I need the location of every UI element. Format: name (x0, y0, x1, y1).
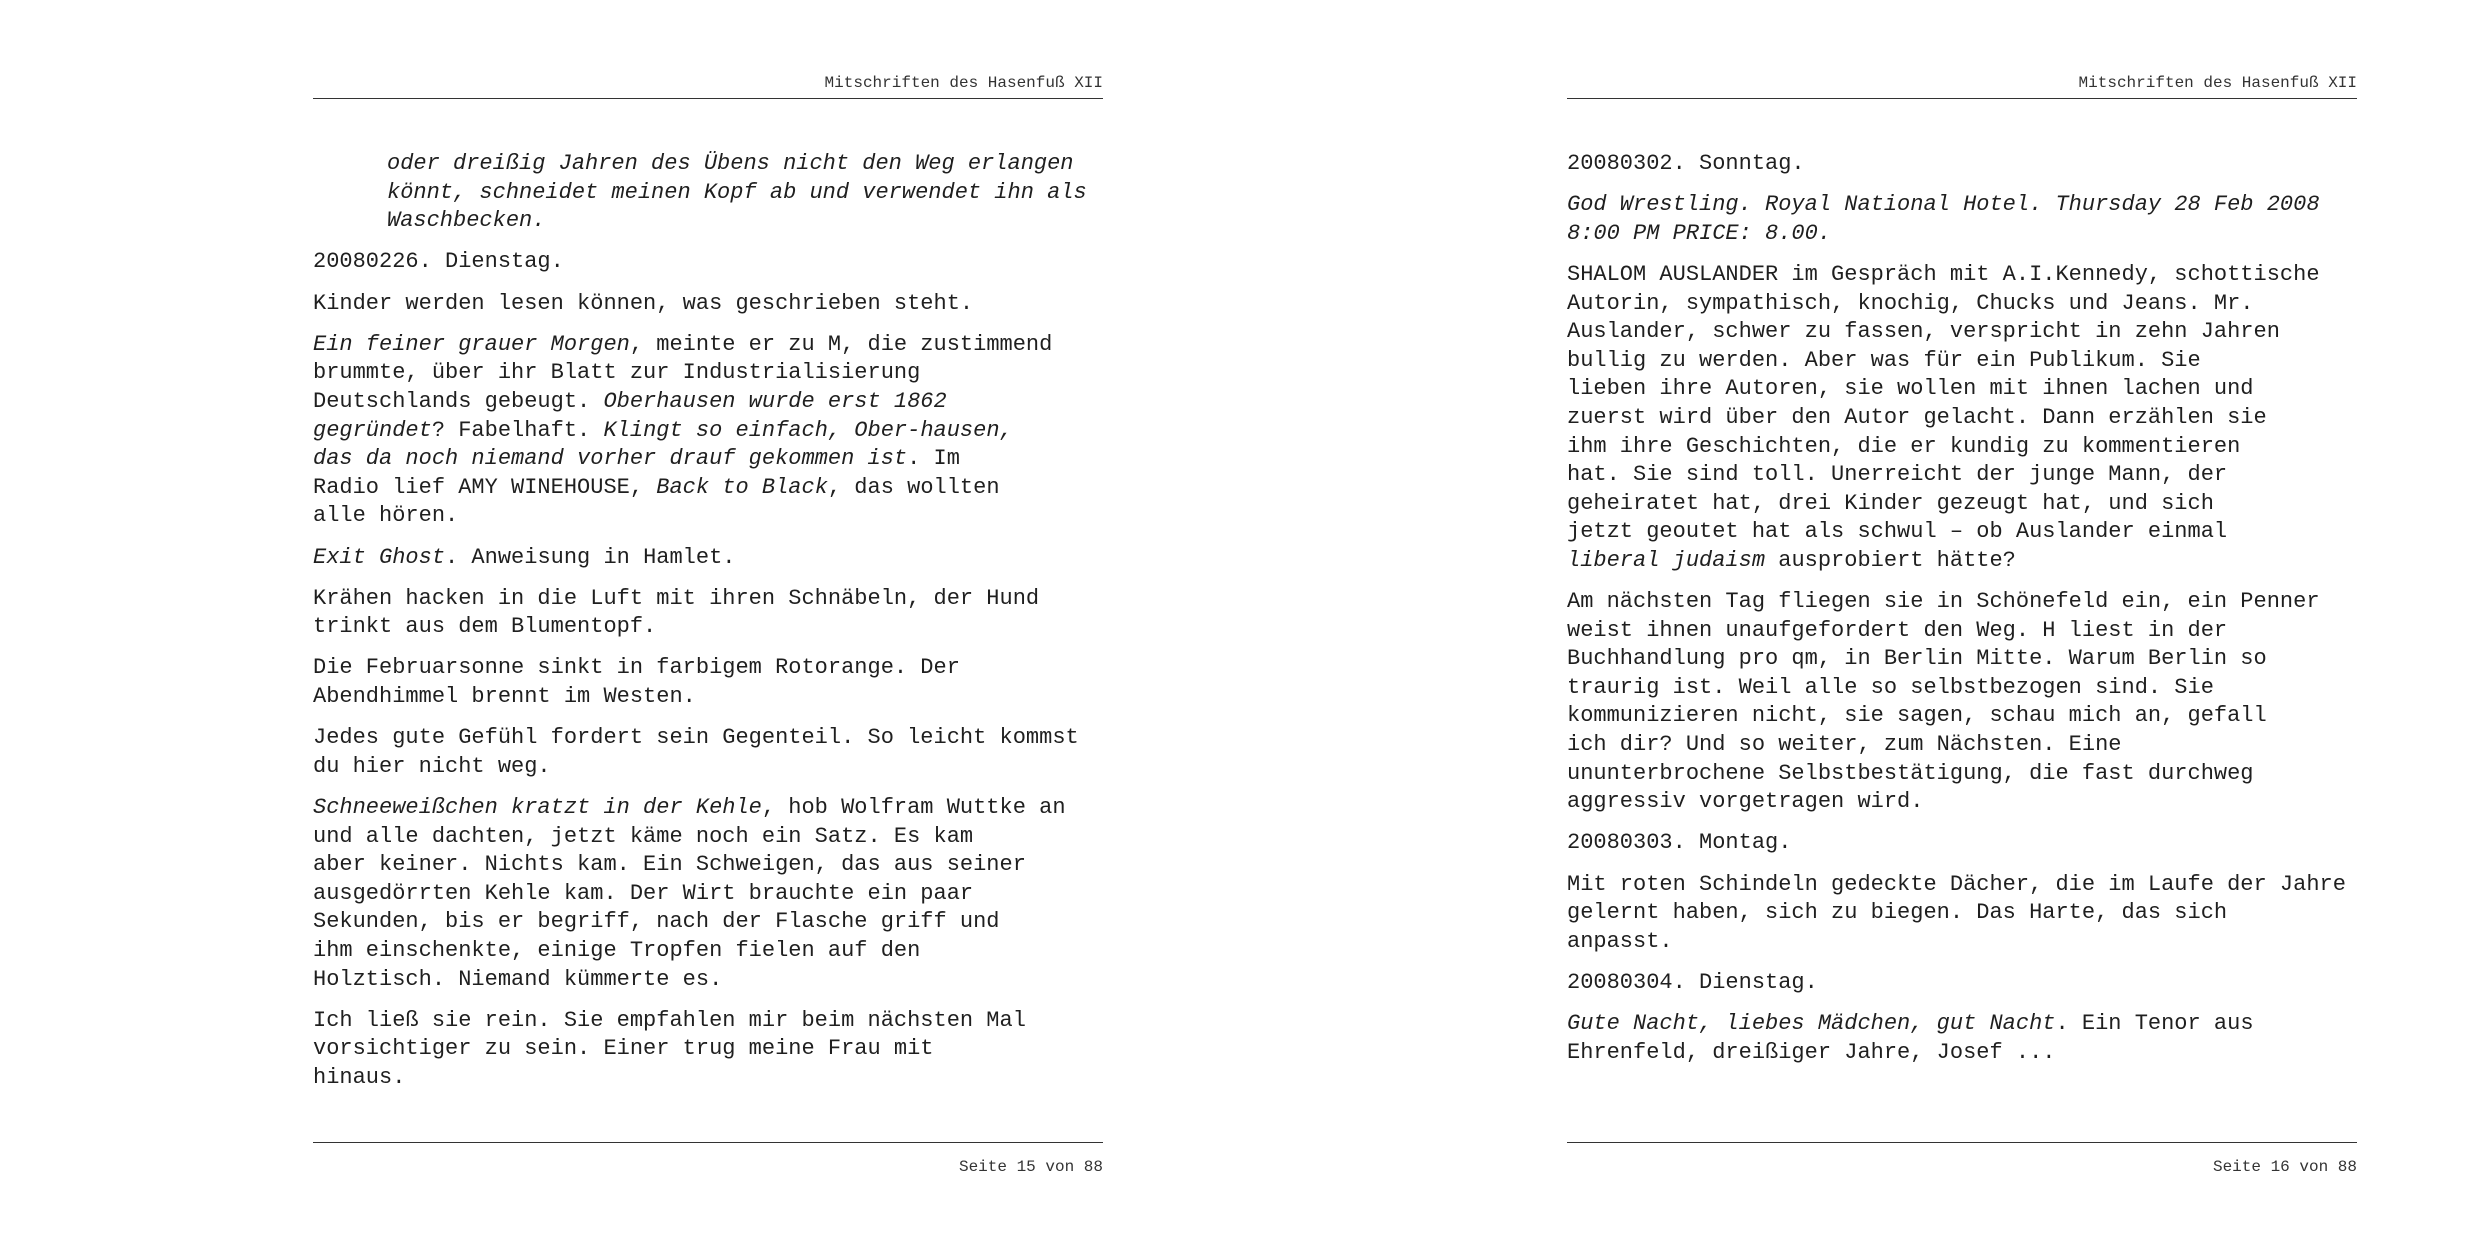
text-line (313, 724, 1103, 753)
right-page (1567, 0, 2357, 1240)
text-line (313, 474, 1103, 503)
running-head: Mitschriften des Hasenfuß XII (2078, 74, 2357, 92)
text-line (1567, 588, 2357, 617)
text-line (1567, 760, 2357, 789)
text-line (1567, 375, 2357, 404)
italic-text: God Wrestling. Royal National Hotel. Thursday 28 Feb 2008 (1567, 192, 2320, 218)
paragraph (313, 248, 1103, 277)
text-run: Kinder werden lesen können, was geschrieben steht. (313, 290, 974, 316)
text-run: SHALOM AUSLANDER im Gespräch mit A.I.Kennedy, schottische (1567, 261, 2320, 287)
text-run: Jedes gute Gefühl fordert sein Gegenteil. So leicht kommst (313, 725, 1079, 751)
text-run: 20080304. Dienstag. (1567, 970, 1818, 995)
text-line (1567, 461, 2357, 490)
italic-text: könnt, schneidet meinen Kopf ab und verwendet ihn als (387, 179, 1087, 205)
text-run: hat. Sie sind toll. Unerreicht der junge Mann, der (1567, 462, 2228, 488)
footer-rule (313, 1142, 1103, 1143)
footer-rule (1567, 1142, 2357, 1143)
text-line (313, 908, 1103, 937)
text-line (313, 966, 1103, 995)
italic-text: Ein feiner grauer Morgen (313, 331, 630, 357)
text-line (313, 937, 1103, 966)
text-run: Die Februarsonne sinkt in farbigem Rotorange. Der (313, 655, 960, 681)
paragraph (313, 150, 1103, 236)
text-run: 20080303. Montag. (1567, 830, 1792, 856)
text-run: ununterbrochene Selbstbestätigung, die fast durchweg (1567, 760, 2254, 786)
text-run: ausgedörrten Kehle kam. Der Wirt brauchte ein paar (313, 880, 974, 906)
italic-text: Gute Nacht, liebes Mädchen, gut Nacht (1567, 1011, 2056, 1037)
text-run: Radio lief AMY WINEHOUSE, (313, 474, 657, 500)
text-line (313, 654, 1103, 683)
text-run: Ehrenfeld, dreißiger Jahre, Josef ... (1567, 1039, 2056, 1065)
text-run: aber keiner. Nichts kam. Ein Schweigen, das aus seiner (313, 852, 1026, 878)
text-line (313, 794, 1103, 823)
text-line (313, 1064, 1103, 1093)
text-line (313, 613, 1103, 642)
italic-text: Exit Ghost (313, 544, 446, 570)
text-line (313, 683, 1103, 712)
text-line (313, 585, 1103, 614)
text-line (1567, 261, 2357, 290)
italic-text: gegründet (313, 417, 432, 443)
text-line (1567, 788, 2357, 817)
text-run: ich dir? Und so weiter, zum Nächsten. Eine (1567, 732, 2122, 758)
text-line (313, 359, 1103, 388)
text-line (313, 753, 1103, 782)
text-line (1567, 518, 2357, 547)
text-run: bullig zu werden. Aber was für ein Publikum. Sie (1567, 347, 2201, 373)
text-run: Deutschlands gebeugt. (313, 388, 604, 414)
paragraph (1567, 261, 2357, 576)
text-run: anpasst. (1567, 928, 1673, 954)
header-rule (1567, 98, 2357, 99)
text-line (387, 150, 1103, 179)
text-line (313, 1035, 1103, 1064)
text-line (1567, 928, 2357, 957)
text-run: 20080302. Sonntag. (1567, 151, 1805, 176)
text-line (1567, 290, 2357, 319)
text-line (1567, 150, 2357, 179)
text-line (313, 331, 1103, 360)
paragraph (1567, 191, 2357, 248)
italic-text: Waschbecken. (387, 208, 546, 234)
text-line (1567, 871, 2357, 900)
text-line (1567, 490, 2357, 519)
text-line (387, 179, 1103, 208)
paragraph (1567, 150, 2357, 179)
text-line (1567, 404, 2357, 433)
page-body (1567, 150, 2357, 1080)
text-line (1567, 220, 2357, 249)
text-line (313, 544, 1103, 573)
text-run: Holztisch. Niemand kümmerte es. (313, 966, 723, 992)
text-line (313, 1007, 1103, 1036)
text-run: aggressiv vorgetragen wird. (1567, 789, 1924, 815)
text-line (1567, 731, 2357, 760)
text-line (313, 445, 1103, 474)
text-run: Am nächsten Tag fliegen sie in Schönefeld ein, ein Penner (1567, 589, 2320, 615)
text-line (387, 207, 1103, 236)
text-run: , das wollten (827, 474, 1000, 500)
text-line (313, 290, 1103, 319)
text-run: vorsichtiger zu sein. Einer trug meine Frau mit (313, 1036, 934, 1062)
text-line (1567, 1010, 2357, 1039)
text-line (313, 851, 1103, 880)
text-run: Buchhandlung pro qm, in Berlin Mitte. Warum Berlin so (1567, 646, 2267, 672)
text-run: Auslander, schwer zu fassen, verspricht in zehn Jahren (1567, 319, 2280, 345)
paragraph (1567, 1010, 2357, 1067)
text-run: hinaus. (313, 1064, 406, 1090)
text-line (1567, 617, 2357, 646)
text-run: , hob Wolfram Wuttke an (761, 795, 1066, 821)
text-run: weist ihnen unaufgefordert den Weg. H liest in der (1567, 617, 2228, 643)
page-number: Seite 16 von 88 (2212, 1158, 2357, 1176)
page-number: Seite 15 von 88 (958, 1158, 1103, 1176)
running-head: Mitschriften des Hasenfuß XII (824, 74, 1103, 92)
text-run: ? Fabelhaft. (431, 417, 604, 443)
text-run: 20080226. Dienstag. (313, 249, 564, 275)
text-line (1567, 969, 2357, 998)
text-run: traurig ist. Weil alle so selbstbezogen sind. Sie (1567, 674, 2214, 700)
paragraph (313, 724, 1103, 781)
text-run: alle hören. (313, 503, 459, 529)
text-line (1567, 829, 2357, 858)
text-line (1567, 191, 2357, 220)
text-run: du hier nicht weg. (313, 753, 551, 779)
text-run: geheiratet hat, drei Kinder gezeugt hat, und sich (1567, 490, 2214, 516)
italic-text: 8:00 PM PRICE: 8.00. (1567, 220, 1832, 246)
text-run: ihm einschenkte, einige Tropfen fielen auf den (313, 938, 921, 963)
text-line (1567, 547, 2357, 576)
paragraph (1567, 871, 2357, 957)
text-run: jetzt geoutet hat als schwul – ob Auslander einmal (1567, 519, 2228, 545)
italic-text: das da noch niemand vorher drauf gekommen ist (313, 446, 908, 472)
text-line (313, 823, 1103, 852)
page-body (313, 150, 1103, 1105)
text-line (313, 417, 1103, 446)
paragraph (1567, 969, 2357, 998)
paragraph (313, 290, 1103, 319)
text-line (313, 388, 1103, 417)
italic-text: oder dreißig Jahren des Übens nicht den Weg erlangen (387, 151, 1074, 176)
text-run: . Ein Tenor aus (2055, 1011, 2254, 1037)
text-run: und alle dachten, jetzt käme noch ein Satz. Es kam (313, 823, 974, 849)
text-line (1567, 1039, 2357, 1068)
text-run: lieben ihre Autoren, sie wollen mit ihnen lachen und (1567, 376, 2254, 402)
text-line (1567, 318, 2357, 347)
italic-text: liberal judaism (1567, 547, 1766, 573)
italic-text: Back to Black (656, 474, 828, 500)
text-line (1567, 433, 2357, 462)
italic-text: Oberhausen wurde erst 1862 (603, 388, 947, 414)
text-line (1567, 674, 2357, 703)
paragraph (313, 544, 1103, 573)
text-line (313, 880, 1103, 909)
paragraph (313, 794, 1103, 994)
text-line (1567, 347, 2357, 376)
text-line (1567, 899, 2357, 928)
paragraph (313, 331, 1103, 531)
text-run: gelernt haben, sich zu biegen. Das Harte, das sich (1567, 900, 2228, 926)
paragraph (1567, 829, 2357, 858)
text-run: ihm ihre Geschichten, die er kundig zu kommentieren (1567, 433, 2241, 459)
text-run: kommunizieren nicht, sie sagen, schau mich an, gefall (1567, 703, 2267, 729)
text-run: Mit roten Schindeln gedeckte Dächer, die im Laufe der Jahre (1567, 871, 2346, 897)
text-line (1567, 645, 2357, 674)
paragraph (313, 654, 1103, 711)
text-run: , meinte er zu M, die zustimmend (629, 331, 1053, 357)
paragraph (1567, 588, 2357, 817)
paragraph (313, 585, 1103, 642)
text-run: trinkt aus dem Blumentopf. (313, 614, 657, 640)
text-run: Krähen hacken in die Luft mit ihren Schnäbeln, der Hund (313, 585, 1040, 611)
text-run: zuerst wird über den Autor gelacht. Dann erzählen sie (1567, 404, 2267, 430)
left-page (313, 0, 1103, 1240)
text-run: ausprobiert hätte? (1765, 547, 2016, 573)
text-run: brummte, über ihr Blatt zur Industrialisierung (313, 360, 921, 386)
text-run: . Im (907, 446, 960, 472)
text-line (313, 248, 1103, 277)
header-rule (313, 98, 1103, 99)
italic-text: Klingt so einfach, Ober-hausen, (603, 417, 1013, 443)
text-line (313, 502, 1103, 531)
text-run: Abendhimmel brennt im Westen. (313, 684, 696, 710)
paragraph (313, 1007, 1103, 1093)
text-run: Autorin, sympathisch, knochig, Chucks und Jeans. Mr. (1567, 290, 2254, 316)
italic-text: Schneeweißchen kratzt in der Kehle (313, 795, 762, 821)
text-run: Ich ließ sie rein. Sie empfahlen mir beim nächsten Mal (313, 1007, 1026, 1033)
text-run: Sekunden, bis er begriff, nach der Flasche griff und (313, 909, 1000, 935)
text-line (1567, 702, 2357, 731)
text-run: . Anweisung in Hamlet. (445, 544, 736, 570)
